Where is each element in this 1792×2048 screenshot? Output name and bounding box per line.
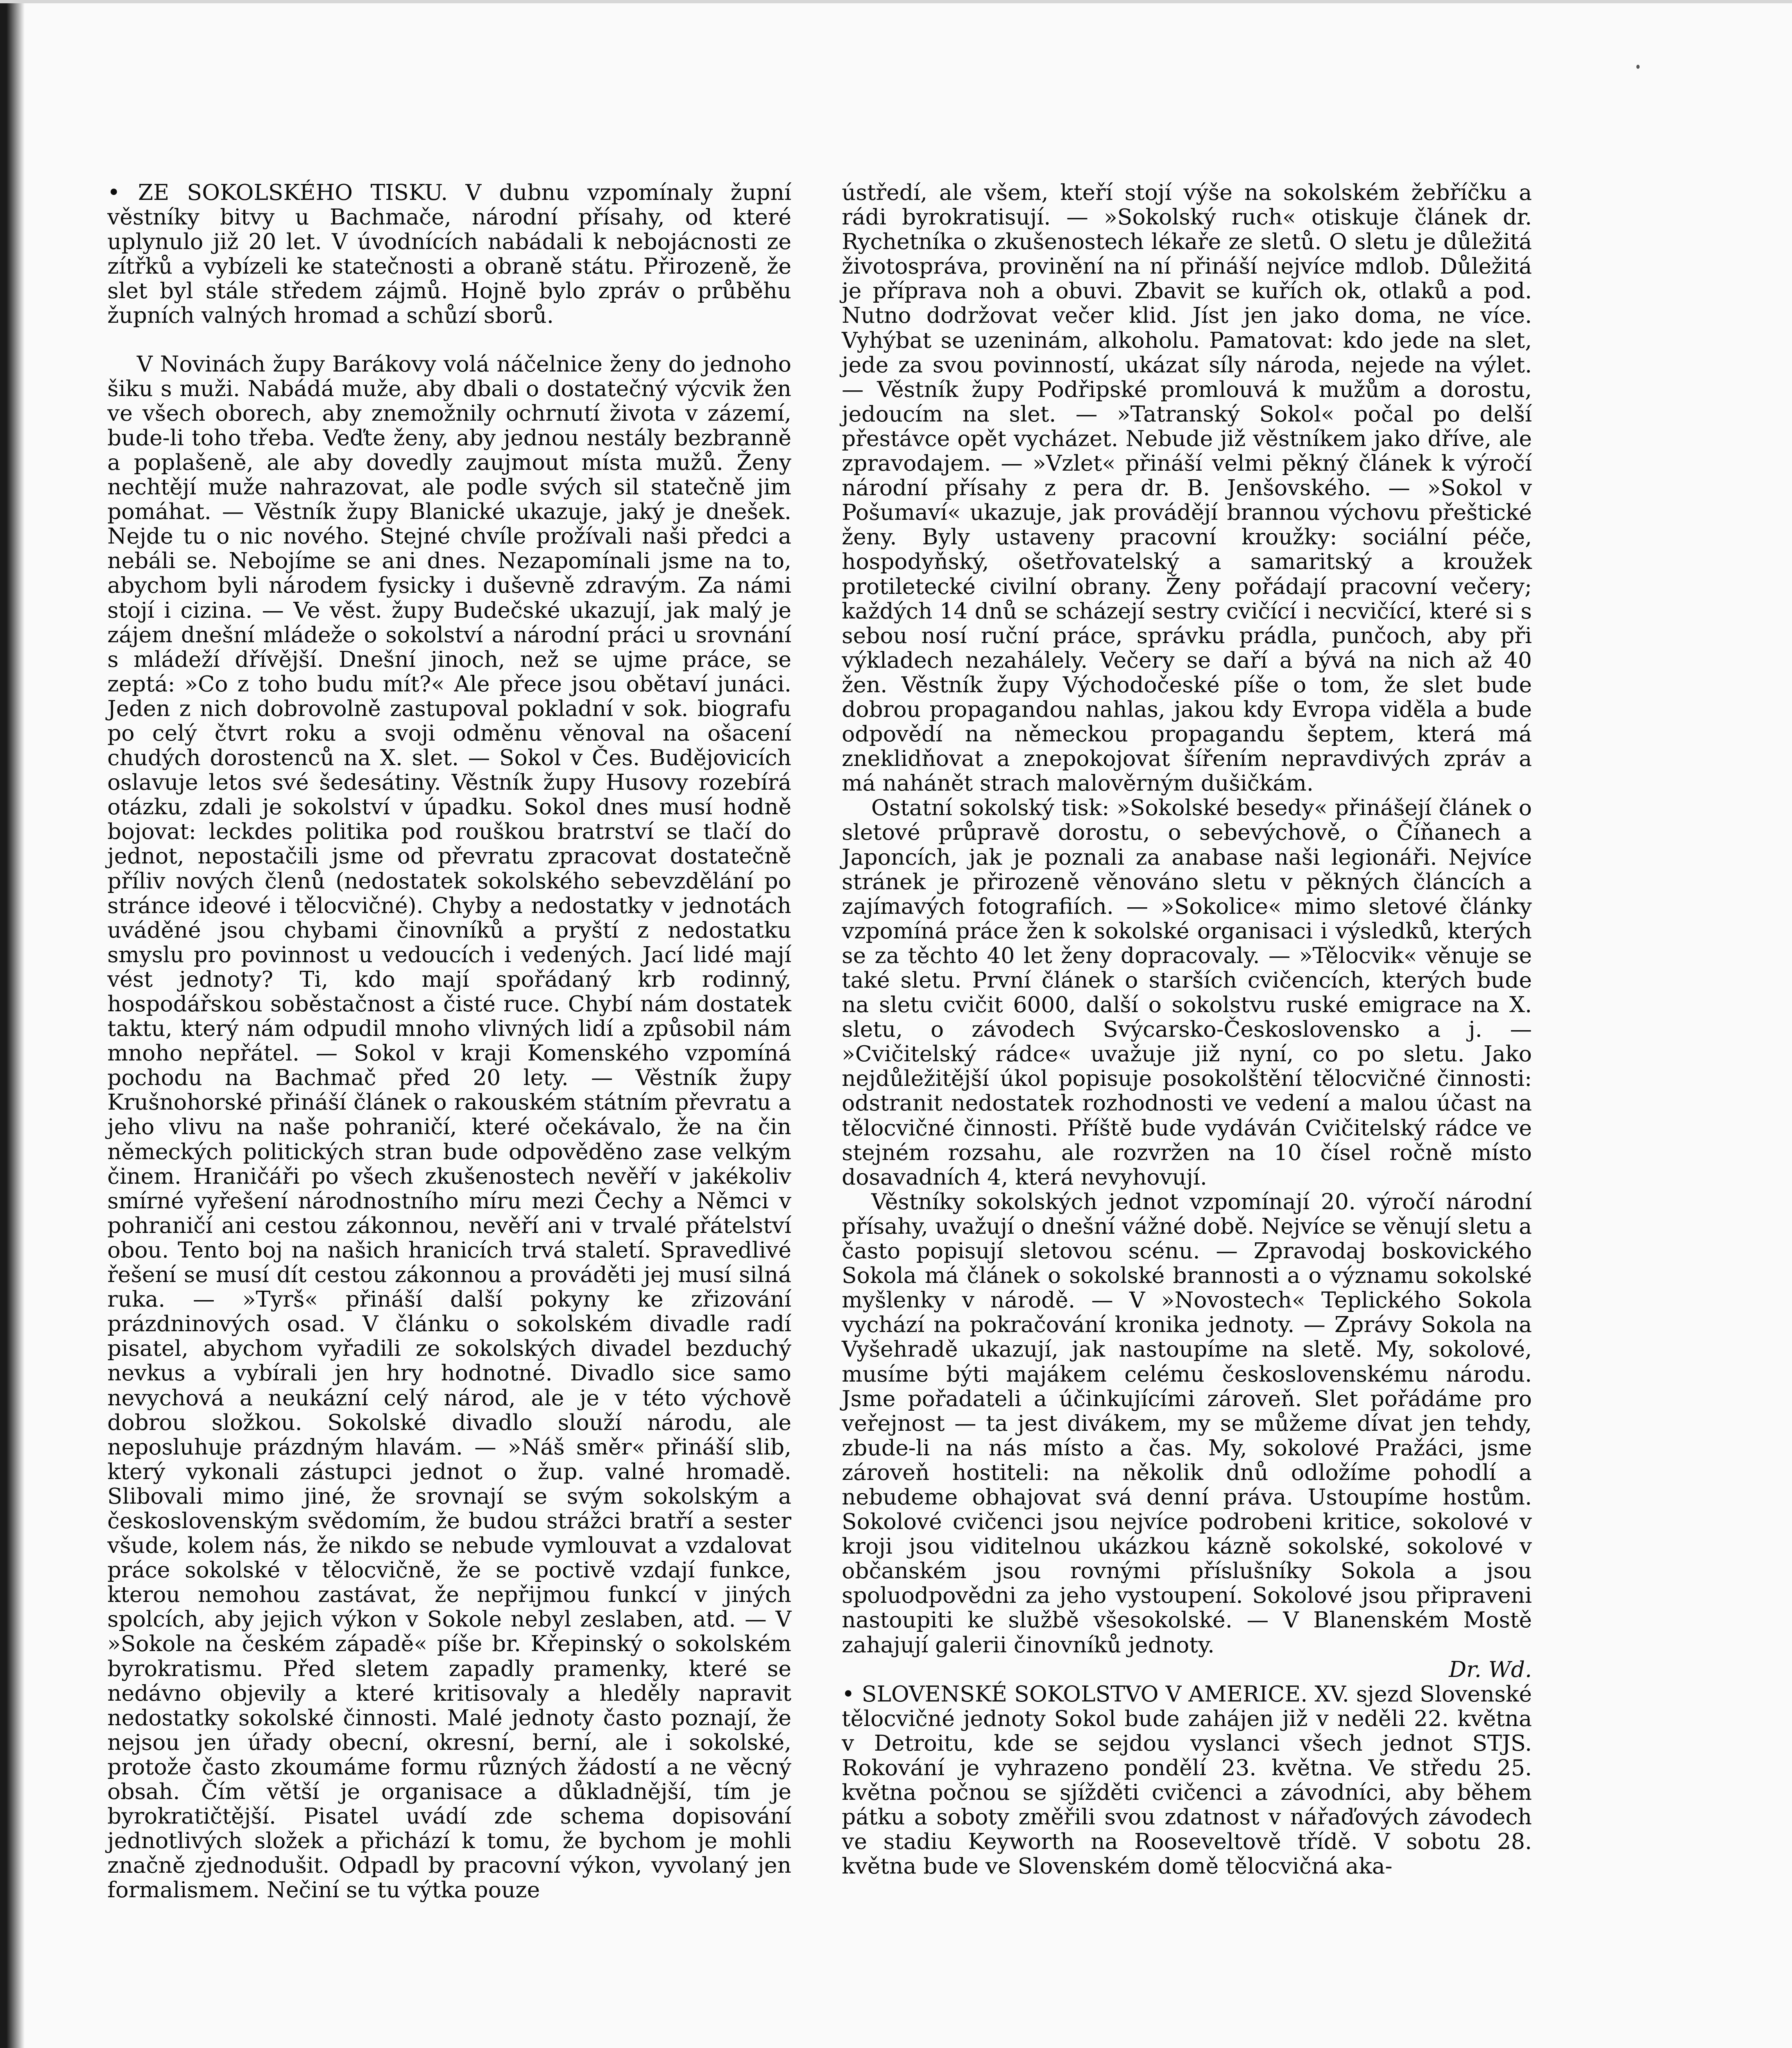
right-column [842,180,1532,1878]
paragraph-sokol-press-intro: • ZE SOKOLSKÉHO TISKU. V dubnu vzpomínaly župní věstníky bitvy u Bachmače, národní přísahy, od které uplynulo již 20 let. V úvodnících nabádali k nebojácnosti ze zítřků a vybízeli ke statečnosti a obraně státu. Přirozeně, že slet byl stále středem zájmů. Hojně bylo zpráv o průběhu župních valných hromad a schůzí sborů. [107,179,791,328]
scan-speck [1636,65,1640,69]
paragraph-unit-bulletins: Věstníky sokolských jednot vzpomínají 20. výročí národní přísahy, uvažují o dnešní vážné době. Nejvíce se věnují sletu a často popisují sletovou scénu. — Zpravodaj boskovického Sokola má článek o sokolské brannosti a o významu sokolské myšlenky v národě. — V »Novostech« Teplického Sokola vychází na pokračování kronika jednoty. — Zprávy Sokola na Vyšehradě ukazují, jak nastoupíme na sletě. My, sokolové, musíme býti majákem celému československému národu. Jsme pořadateli a účinkujícími zároveň. Slet pořádáme pro veřejnost — ta jest divákem, my se můžeme dívat jen tehdy, zbude-li na nás místo a čas. My, sokolové Pražáci, jsme zároveň hostiteli: na několik dnů odložíme pohodlí a nebudeme obhajovat svá denní práva. Ustoupíme hostům. Sokolové cvičenci jsou nejvíce podrobeni kritice, sokolové v kroji jsou viditelnou ukázkou kázně sokolské, sokolové v občanském jsou rovnými příslušníky Sokola a jsou spoluodpovědni za jeho vystoupení. Sokolové jsou připraveni nastoupiti ke službě všesokolské. — V Blanenském Mostě zahajují galerii činovníků jednoty. [842,1188,1532,1658]
paragraph-sokol-press-review: V Novinách župy Barákovy volá náčelnice ženy do jednoho šiku s muži. Nabádá muže, aby dbali o dostatečný výcvik žen ve všech oborech, aby znemožnily ochrnutí života v zázemí, bude-li toho třeba. Veďte ženy, aby jednou nestály bezbranně a poplašeně, ale aby dovedly zaujmout místa mužů. Ženy nechtějí muže nahrazovat, ale podle svých sil statečně jim pomáhat. — Věstník župy Blanické ukazuje, jaký je dnešek. Nejde tu o nic nového. Stejné chvíle prožívali naši předci a nebáli se. Nebojíme se ani dnes. Nezapomínali jsme na to, abychom byli národem fysicky i duševně zdravým. Za námi stojí i cizina. — Ve věst. župy Budečské ukazují, jak malý je zájem dnešní mládeže o sokolství a národní práci u srovnání s mládeží dřívější. Dnešní jinoch, než se ujme práce, se zeptá: »Co z toho budu mít?« Ale přece jsou obětaví junáci. Jeden z nich dobrovolně zastupoval pokladní v sok. biografu po celý čtvrt roku a svoji odměnu věnoval na ošacení chudých dorostenců na X. slet. — Sokol v Čes. Budějovicích oslavuje letos své šedesátiny. Věstník župy Husovy rozebírá otázku, zdali je sokolství v úpadku. Sokol dnes musí hodně bojovat: leckdes politika pod rouškou bratrství se tlačí do jednot, nepostačili jsme od převratu zpracovat dostatečně příliv nových členů (nedostatek sokolského sebevzdělání po stránce ideové i tělocvičné). Chyby a nedostatky v jednotách uváděné jsou chybami činovníků a pryští z nedostatku smyslu pro povinnost u vedoucích i vedených. Jací lidé mají vést jednoty? Ti, kdo mají spořádaný krb rodinný, hospodářskou soběstačnost a čisté ruce. Chybí nám dostatek taktu, který nám odpudil mnoho vlivných lidí a způsobil nám mnoho nepřátel. — Sokol v kraji Komenského vzpomíná pochodu na Bachmač před 20 lety. — Věstník župy Krušnohorské přináší článek o rakouském státním převratu a jeho vlivu na naše pohraničí, které očekávalo, že na čin německých politických stran bude odpověděno zase velkým činem. Hraničáři po všech zkušenostech nevěří v jakékoliv smírné vyřešení národnostního míru mezi Čechy a Němci v pohraničí ani cestou zákonnou, nevěří ani v trvalé přátelství obou. Tento boj na našich hranicích trvá staletí. Spravedlivé řešení se musí dít cestou zákonnou a prováděti jej musí silná ruka. — »Tyrš« přináší další pokyny ke zřizování prázdninových osad. V článku o sokolském divadle radí pisatel, abychom vyřadili ze sokolských divadel bezduchý nevkus a vybírali jen hry hodnotné. Divadlo sice samo nevychová a neukázní celý národ, ale je v této výchově dobrou složkou. Sokolské divadlo slouží národu, ale neposluhuje prázdným hlavám. — »Náš směr« přináší slib, který vykonali zástupci jednot o žup. valné hromadě. Slibovali mimo jiné, že srovnají se svým sokolským a československým svědomím, že budou strážci bratří a sester všude, kolem nás, že nikdo se nebude vymlouvat a vzdalovat práce sokolské v tělocvičně, že se poctivě vzdají funkce, kterou nemohou zastávat, že nepřijmou funkcí v jiných spolcích, aby jejich výkon v Sokole nebyl zeslaben, atd. — V »Sokole na českém západě« píše br. Křepinský o sokolském byrokratismu. Před sletem zapadly pramenky, které se nedávno objevily a které kritisovaly a hleděly napravit nedostatky sokolské činnosti. Malé jednoty často poznají, že nejsou jen úřady obecní, okresní, berní, ale i sokolské, protože často zkoumáme formu různých žádostí a ne věcný obsah. Čím větší je organisace a důkladnější, tím je byrokratičtější. Pisatel uvádí zde schema dopisování jednotlivých složek a přichází k tomu, že bychom je mohli značně zjednodušit. Odpadl by pracovní výkon, vyvolaný jen formalismem. Nečiní se tu výtka pouze [107,351,791,1903]
paragraph-continuation: ústředí, ale všem, kteří stojí výše na sokolském žebříčku a rádi byrokratisují. — »Sokolský ruch« otiskuje článek dr. Rychetníka o zkušenostech lékaře ze sletů. O sletu je důležitá životospráva, provinění na ní přináší nejvíce mdlob. Důležitá je příprava noh a obuvi. Zbavit se kuřích ok, otlaků a pod. Nutno dodržovat večer klid. Jíst jen jako doma, ne více. Vyhýbat se uzeninám, alkoholu. Pamatovat: kdo jede na slet, jede za svou povinností, ukázat síly národa, nejede na výlet. — Věstník župy Podřipské promlouvá k mužům a dorostu, jedoucím na slet. — »Tatranský Sokol« počal po delší přestávce opět vycházet. Nebude již věstníkem jako dříve, ale zpravodajem. — »Vzlet« přináší velmi pěkný článek k výročí národní přísahy z pera dr. B. Jenšovského. — »Sokol v Pošumaví« ukazuje, jak provádějí brannou výchovu přeštické ženy. Byly ustaveny pracovní kroužky: sociální péče, hospodyňský, ošetřovatelský a samaritský a kroužek protiletecké civilní obrany. Ženy pořádají pracovní večery; každých 14 dnů se scházejí sestry cvičící i necvičící, které si s sebou nosí ruční práce, správku prádla, punčoch, aby při výkladech nezahálely. Večery se daří a bývá na nich až 40 žen. Věstník župy Východočeské píše o tom, že slet bude dobrou propagandou nahlas, jakou kdy Evropa viděla a bude odpovědí na německou propagandu šeptem, která má zneklidňovat a znepokojovat šířením nepravdivých zpráv a má nahánět strach malověrným dušičkám. [842,179,1532,796]
author-signature: Dr. Wd. [1449,1656,1532,1682]
paragraph-slovak-sokol-america: • SLOVENSKÉ SOKOLSTVO V AMERICE. XV. sjezd Slovenské tělocvičné jednoty Sokol bude zahájen již v neděli 22. května v Detroitu, kde se sejdou vyslanci všech jednot STJS. Rokování je vyhrazeno pondělí 23. května. Ve středu 25. května počnou se sjížděti cvičenci a závodníci, aby během pátku a soboty změřili svou zdatnost v nářaďových závodech ve stadiu Keyworth na Rooseveltově třídě. V sobotu 28. května bude ve Slovenském domě tělocvičná aka- [842,1681,1532,1879]
paragraph-other-press: Ostatní sokolský tisk: »Sokolské besedy« přinášejí článek o sletové průpravě dorostu, o sebevýchově, o Číňanech a Japoncích, jak je poznali za anabase naši legionáři. Nejvíce stránek je přirozeně věnováno sletu v pěkných článcích a zajímavých fotografiích. — »Sokolice« mimo sletové články vzpomíná práce žen k sokolské organisaci i výsledků, kterých se za těchto 40 let ženy dopracovaly. — »Tělocvik« věnuje se také sletu. První článek o starších cvičencích, kterých bude na sletu cvičit 6000, další o sokolstvu ruské emigrace na X. sletu, o závodech Svýcarsko-Československo a j. — »Cvičitelský rádce« uvažuje již nyní, co po sletu. Jako nejdůležitější úkol popisuje posokolštění tělocvičné činnosti: odstranit nedostatek rozhodnosti ve vedení a malou účast na tělocvičné činnosti. Příště bude vydáván Cvičitelský rádce ve stejném rozsahu, ale rozvržen na 10 čísel ročně místo dosavadních 4, která nevyhovují. [842,795,1532,1190]
left-column [107,180,791,1902]
page-edge [0,0,1792,3]
